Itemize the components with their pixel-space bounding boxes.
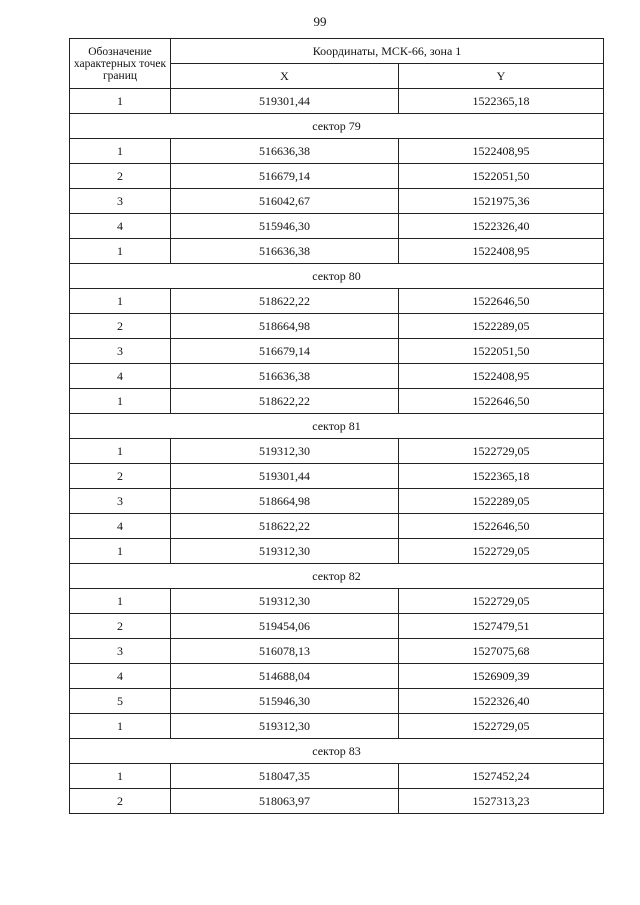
point-cell: 2 — [70, 314, 171, 339]
y-coordinate-cell: 1522326,40 — [399, 214, 604, 239]
x-column-header: X — [171, 64, 399, 89]
y-coordinate-cell: 1522051,50 — [399, 339, 604, 364]
x-coordinate-cell: 519454,06 — [171, 614, 399, 639]
y-coordinate-cell: 1522408,95 — [399, 139, 604, 164]
x-coordinate-cell: 519312,30 — [171, 714, 399, 739]
table-row — [70, 214, 604, 239]
table-row — [70, 539, 604, 564]
point-cell: 1 — [70, 89, 171, 114]
x-coordinate-cell: 519312,30 — [171, 589, 399, 614]
table-row — [70, 339, 604, 364]
table-row — [70, 614, 604, 639]
coordinates-table — [69, 38, 604, 814]
y-coordinate-cell: 1522729,05 — [399, 589, 604, 614]
point-cell: 2 — [70, 614, 171, 639]
y-coordinate-cell: 1522289,05 — [399, 489, 604, 514]
table-row — [70, 189, 604, 214]
x-coordinate-cell: 516042,67 — [171, 189, 399, 214]
table-row — [70, 464, 604, 489]
x-coordinate-cell: 516636,38 — [171, 239, 399, 264]
table-row — [70, 314, 604, 339]
point-cell: 5 — [70, 689, 171, 714]
point-cell: 1 — [70, 539, 171, 564]
points-column-header: Обозначение характерных точек границ — [70, 39, 171, 89]
sector-label: сектор 80 — [70, 264, 604, 289]
y-coordinate-cell: 1522408,95 — [399, 364, 604, 389]
x-coordinate-cell: 516679,14 — [171, 339, 399, 364]
y-coordinate-cell: 1522408,95 — [399, 239, 604, 264]
y-coordinate-cell: 1522646,50 — [399, 514, 604, 539]
table-row — [70, 789, 604, 814]
x-coordinate-cell: 519301,44 — [171, 89, 399, 114]
x-coordinate-cell: 515946,30 — [171, 689, 399, 714]
x-coordinate-cell: 516636,38 — [171, 364, 399, 389]
point-cell: 2 — [70, 789, 171, 814]
y-coordinate-cell: 1527075,68 — [399, 639, 604, 664]
point-cell: 1 — [70, 239, 171, 264]
sector-label: сектор 83 — [70, 739, 604, 764]
y-coordinate-cell: 1522729,05 — [399, 714, 604, 739]
table-row — [70, 514, 604, 539]
point-cell: 4 — [70, 214, 171, 239]
y-coordinate-cell: 1521975,36 — [399, 189, 604, 214]
x-coordinate-cell: 515946,30 — [171, 214, 399, 239]
point-cell: 4 — [70, 664, 171, 689]
page-number: 99 — [313, 14, 327, 29]
y-coordinate-cell: 1522646,50 — [399, 389, 604, 414]
point-cell: 1 — [70, 589, 171, 614]
coordinates-column-header: Координаты, МСК-66, зона 1 — [171, 39, 604, 64]
table-row — [70, 164, 604, 189]
sector-row — [70, 739, 604, 764]
point-cell: 1 — [70, 139, 171, 164]
x-coordinate-cell: 518622,22 — [171, 289, 399, 314]
point-cell: 4 — [70, 514, 171, 539]
x-coordinate-cell: 518664,98 — [171, 489, 399, 514]
x-coordinate-cell: 518622,22 — [171, 514, 399, 539]
point-cell: 3 — [70, 339, 171, 364]
x-coordinate-cell: 519312,30 — [171, 539, 399, 564]
y-coordinate-cell: 1522729,05 — [399, 439, 604, 464]
y-column-header: Y — [399, 64, 604, 89]
x-coordinate-cell: 516078,13 — [171, 639, 399, 664]
table-row — [70, 639, 604, 664]
point-cell: 3 — [70, 639, 171, 664]
y-coordinate-cell: 1527479,51 — [399, 614, 604, 639]
sector-label: сектор 81 — [70, 414, 604, 439]
y-coordinate-cell: 1526909,39 — [399, 664, 604, 689]
sector-row — [70, 264, 604, 289]
y-coordinate-cell: 1522365,18 — [399, 464, 604, 489]
point-cell: 1 — [70, 289, 171, 314]
sector-label: сектор 79 — [70, 114, 604, 139]
y-coordinate-cell: 1522326,40 — [399, 689, 604, 714]
x-coordinate-cell: 518622,22 — [171, 389, 399, 414]
x-coordinate-cell: 514688,04 — [171, 664, 399, 689]
table-row — [70, 689, 604, 714]
y-coordinate-cell: 1527313,23 — [399, 789, 604, 814]
point-cell: 1 — [70, 439, 171, 464]
y-coordinate-cell: 1522365,18 — [399, 89, 604, 114]
x-coordinate-cell: 518664,98 — [171, 314, 399, 339]
x-coordinate-cell: 519312,30 — [171, 439, 399, 464]
table-row — [70, 439, 604, 464]
table-row — [70, 489, 604, 514]
table-row — [70, 89, 604, 114]
point-cell: 2 — [70, 464, 171, 489]
table-row — [70, 289, 604, 314]
point-cell: 1 — [70, 764, 171, 789]
sector-row — [70, 564, 604, 589]
point-cell: 4 — [70, 364, 171, 389]
table-header-row — [70, 39, 604, 64]
table-row — [70, 714, 604, 739]
y-coordinate-cell: 1522729,05 — [399, 539, 604, 564]
x-coordinate-cell: 516636,38 — [171, 139, 399, 164]
y-coordinate-cell: 1522289,05 — [399, 314, 604, 339]
sector-row — [70, 414, 604, 439]
y-coordinate-cell: 1522646,50 — [399, 289, 604, 314]
sector-label: сектор 82 — [70, 564, 604, 589]
table-row — [70, 389, 604, 414]
table-row — [70, 589, 604, 614]
table-row — [70, 239, 604, 264]
point-cell: 1 — [70, 714, 171, 739]
x-coordinate-cell: 519301,44 — [171, 464, 399, 489]
table-row — [70, 139, 604, 164]
x-coordinate-cell: 518047,35 — [171, 764, 399, 789]
table-row — [70, 764, 604, 789]
point-cell: 1 — [70, 389, 171, 414]
table-row — [70, 664, 604, 689]
table-body — [70, 89, 604, 814]
x-coordinate-cell: 516679,14 — [171, 164, 399, 189]
point-cell: 3 — [70, 189, 171, 214]
point-cell: 2 — [70, 164, 171, 189]
y-coordinate-cell: 1527452,24 — [399, 764, 604, 789]
sector-row — [70, 114, 604, 139]
point-cell: 3 — [70, 489, 171, 514]
x-coordinate-cell: 518063,97 — [171, 789, 399, 814]
table-row — [70, 364, 604, 389]
y-coordinate-cell: 1522051,50 — [399, 164, 604, 189]
